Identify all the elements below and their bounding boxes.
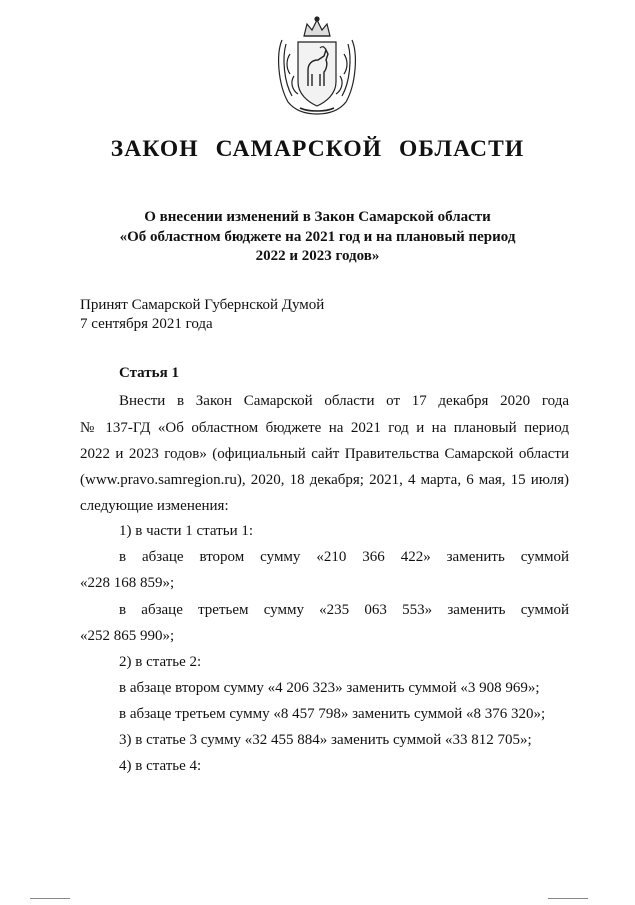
law-subtitle [60,208,575,267]
adoption-date: 7 сентября 2021 года [80,316,213,332]
list-item: в абзаце втором сумму «210 366 422» заменить суммой [119,549,569,565]
list-item: в абзаце втором сумму «4 206 323» заменить суммой «3 908 969»; [119,680,540,696]
text-line: Внести в Закон Самарской области от 17 декабря 2020 года [119,393,569,409]
list-item: 3) в статье 3 сумму «32 455 884» заменить суммой «33 812 705»; [119,732,532,748]
subtitle-line: «Об областном бюджете на 2021 год и на плановый период [119,228,516,245]
coat-of-arms-icon [274,14,360,118]
list-item: 2) в статье 2: [119,654,202,670]
list-item: 1) в части 1 статьи 1: [119,523,254,539]
adoption-info [80,296,324,334]
subtitle-line: О внесении изменений в Закон Самарской области [144,209,491,225]
law-title: ЗАКОН САМАРСКОЙ ОБЛАСТИ [110,136,525,162]
subtitle-line: 2022 и 2023 годов» [255,248,380,264]
article-heading: Статья 1 [119,365,179,381]
text-line: 2022 и 2023 годов» (официальный сайт Правительства Самарской области [80,446,569,462]
adoption-line: Принят Самарской Губернской Думой [80,297,325,313]
scan-artifact [548,898,588,899]
scan-artifact [30,898,70,899]
text-line: (www.pravo.samregion.ru), 2020, 18 декабря; 2021, 4 марта, 6 мая, 15 июля) [80,472,569,488]
list-item: 4) в статье 4: [119,758,202,774]
list-item: «252 865 990»; [80,628,175,644]
text-line: следующие изменения: [80,498,229,514]
list-item: в абзаце третьем сумму «235 063 553» заменить суммой [119,602,569,618]
list-item: «228 168 859»; [80,575,175,591]
text-line: № 137-ГД «Об областном бюджете на 2021 год и на плановый период [80,420,569,436]
list-item: в абзаце третьем сумму «8 457 798» заменить суммой «8 376 320»; [119,706,546,722]
